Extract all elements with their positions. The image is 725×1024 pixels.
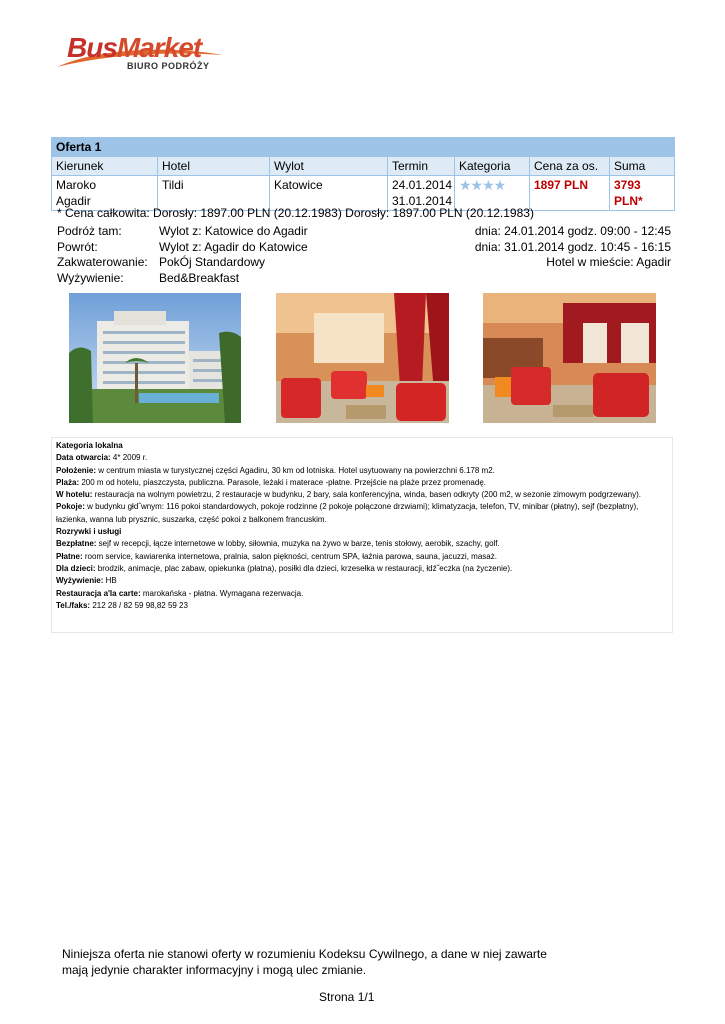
date-to: 31.01.2014 — [392, 194, 453, 208]
hotel-name: Tildi — [158, 176, 270, 211]
offer-title-row — [52, 138, 675, 157]
total-price: 3793 PLN* — [610, 176, 675, 211]
outbound-value: Wylot z: Katowice do Agadir — [159, 224, 308, 238]
offer-table — [51, 137, 675, 211]
outbound-row — [57, 224, 671, 240]
trip-details — [57, 224, 671, 286]
desc-board-label: Wyżywienie: — [56, 576, 104, 586]
country: Maroko — [56, 178, 97, 192]
in-hotel-line — [56, 489, 667, 501]
beach-label: Plaża: — [56, 477, 80, 487]
phone-label: Tel./faks: — [56, 600, 91, 610]
opened-line — [56, 452, 667, 464]
beach-line — [56, 477, 667, 489]
logo-brand-part2: Market — [116, 32, 202, 63]
kids-label: Dla dzieci: — [56, 563, 96, 573]
column-header-price: Cena za os. — [530, 157, 610, 176]
column-header-hotel: Hotel — [158, 157, 270, 176]
offer-title: Oferta 1 — [52, 138, 675, 157]
in-hotel-label: W hotelu: — [56, 490, 93, 500]
logo-brand-part1: Bus — [67, 32, 117, 63]
logo-tagline: BIURO PODRÓŻY — [127, 61, 210, 71]
accommodation-label: Zakwaterowanie: — [57, 255, 148, 269]
hotel-exterior-photo[interactable] — [69, 293, 241, 423]
star-rating-icon: ★★★★ — [459, 177, 506, 193]
return-value: Wylot z: Agadir do Katowice — [159, 239, 308, 254]
board-line — [56, 575, 667, 587]
kids-value: brodzik, animacje, plac zabaw, opiekunka (płatna), posiłki dla dzieci, krzesełka w restauracji, łdź˝eczka (na życzenie). — [95, 563, 513, 573]
alacarte-label: Restauracja a'la carte: — [56, 588, 141, 598]
offer-header-row — [52, 157, 675, 176]
free-value: sejf w recepcji, łącze internetowe w lobby, siłownia, muzyka na żywo w barze, tenis stołowy, aerobik, szachy, golf. — [96, 539, 500, 549]
column-header-date: Termin — [388, 157, 455, 176]
hotel-bar-photo[interactable] — [483, 293, 656, 423]
departure-airport: Katowice — [270, 176, 388, 211]
phone-value: 212 28 / 82 59 98,82 59 23 — [90, 600, 188, 610]
column-header-direction: Kierunek — [52, 157, 158, 176]
return-time: dnia: 31.01.2014 godz. 10:45 - 16:15 — [474, 239, 671, 254]
free-line — [56, 538, 667, 550]
outbound-time: dnia: 24.01.2014 godz. 09:00 - 12:45 — [474, 224, 671, 238]
phone-line — [56, 600, 667, 612]
hotel-lounge-photo[interactable] — [276, 293, 449, 423]
free-label: Bezpłatne: — [56, 539, 97, 549]
city: Agadir — [56, 194, 91, 208]
board-value: Bed&Breakfast — [159, 270, 240, 285]
location-label: Położenie: — [56, 465, 97, 475]
price-per-person: 1897 PLN — [530, 176, 610, 211]
board-row — [57, 271, 671, 287]
column-header-departure: Wylot — [270, 157, 388, 176]
alacarte-line — [56, 588, 667, 600]
page-number: Strona 1/1 — [319, 990, 375, 1004]
price-note: * Cena całkowita: Dorosły: 1897.00 PLN (20.12.1983) Dorosły: 1897.00 PLN (20.12.1983) — [57, 206, 534, 220]
accommodation-city: Hotel w mieście: Agadir — [546, 255, 671, 269]
paid-label: Płatne: — [56, 551, 83, 561]
rooms-line — [56, 501, 667, 526]
paid-value: room service, kawiarenka internetowa, pralnia, salon piękności, centrum SPA, łaźnia parowa, sauna, jacuzzi, masaż. — [82, 551, 497, 561]
location-value: w centrum miasta w turystycznej części Agadiru, 30 km od lotniska. Hotel usytuowany na powierzchni 6.178 m2. — [96, 465, 495, 475]
return-row — [57, 240, 671, 256]
location-line — [56, 465, 667, 477]
beach-value: 200 m od hotelu, piaszczysta, publiczna. Parasole, leżaki i materace -płatne. Przejście na plaże przez promenadę. — [79, 477, 487, 487]
desc-board-value: HB — [103, 576, 117, 586]
date-from: 24.01.2014 — [392, 178, 453, 192]
accommodation-row — [57, 255, 671, 271]
services-label: Rozrywki i usługi — [56, 527, 122, 537]
paid-line — [56, 551, 667, 563]
board-label: Wyżywienie: — [57, 270, 124, 285]
rooms-value: w budynku głd˝wnym: 116 pokoi standardowych, pokoje rodzinne (2 pokoje połączone drzwiami); klimatyzacja, telefon, TV, minibar (płatny), sejf (bezpłatny), łazienka, wanna lub prysznic, suszarka, część pokoi z balkonem francuskim. — [56, 502, 639, 524]
opened-label: Data otwarcia: — [56, 453, 111, 463]
busmarket-logo — [55, 33, 225, 78]
column-header-total: Suma — [610, 157, 675, 176]
rooms-label: Pokoje: — [56, 502, 85, 512]
accommodation-value: PokÓj Standardowy — [159, 255, 266, 269]
hotel-description — [51, 437, 673, 633]
legal-disclaimer: Niniejsza oferta nie stanowi oferty w rozumieniu Kodeksu Cywilnego, a dane w niej zawarte mają jedynie charakter informacyjny i mogą ulec zmianie. — [62, 947, 547, 977]
column-header-category: Kategoria — [455, 157, 530, 176]
opened-value: 4* 2009 r. — [110, 453, 148, 463]
alacarte-value: marokańska - płatna. Wymagana rezerwacja. — [140, 588, 304, 598]
logo-brand — [67, 33, 201, 63]
kids-line — [56, 563, 667, 575]
outbound-label: Podróż tam: — [57, 224, 122, 238]
local-category-label: Kategoria lokalna — [56, 441, 123, 450]
return-label: Powrót: — [57, 239, 98, 254]
in-hotel-value: restauracja na wolnym powietrzu, 2 restauracje w budynku, 2 bary, sala konferencyjna, winda, basen odkryty (200 m2, w sezonie zimowym podgrzewany). — [92, 490, 641, 500]
